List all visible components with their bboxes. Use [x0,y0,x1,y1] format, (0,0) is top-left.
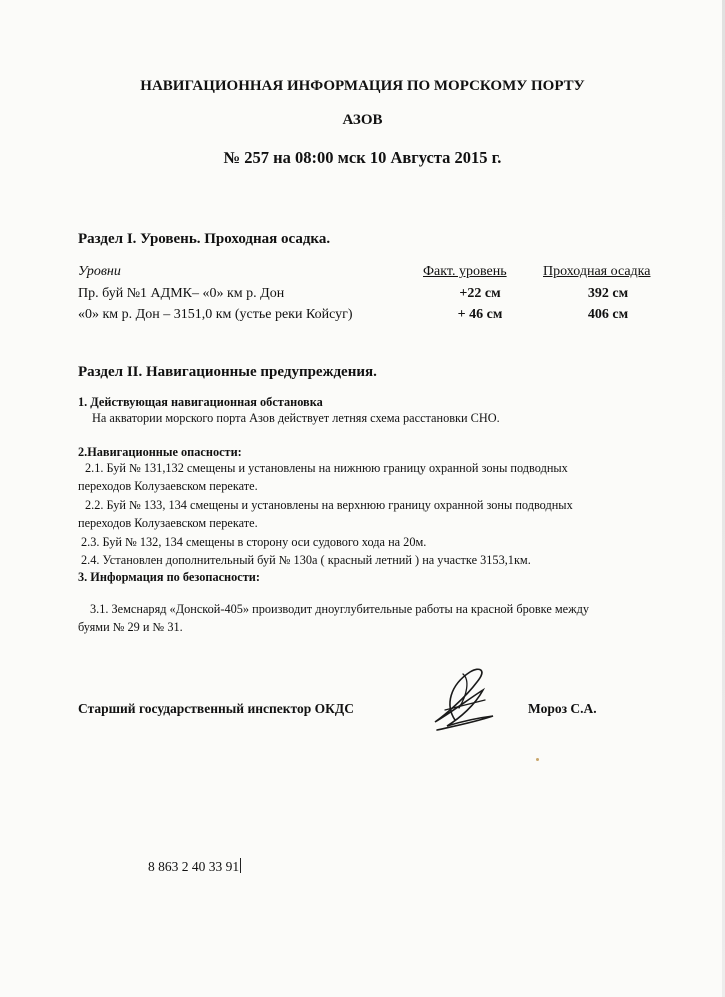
section2-title: Раздел II. Навигационные предупреждения. [78,364,377,380]
subsection-safety-title: 3. Информация по безопасности: [78,570,260,584]
doc-title-port: АЗОВ [342,112,383,128]
safety-item-3-1-line2: буями № 29 и № 31. [78,620,183,634]
signatory-position: Старший государственный инспектор ОКДС [78,701,354,716]
col-draft-header: Проходная осадка [543,264,651,279]
contact-phone [148,858,241,875]
paper-speck [536,758,539,761]
doc-title-line1: НАВИГАЦИОННАЯ ИНФОРМАЦИЯ ПО МОРСКОМУ ПОРТУ [140,78,585,94]
level-row-fact: + 46 см [457,307,503,322]
level-row-draft: 406 см [587,307,629,322]
hazard-item-2-1-line2: переходов Колузаевском перекате. [78,479,258,493]
section1-title: Раздел I. Уровень. Проходная осадка. [78,231,331,247]
hazard-item-2-2-line1: 2.2. Буй № 133, 134 смещены и установлены на верхнюю границу охранной зоны подводных [85,498,573,512]
level-row-draft: 392 см [587,286,629,301]
level-row-name: «0» км р. Дон – 3151,0 км (устье реки Койсуг) [78,307,353,322]
col-levels-header: Уровни [78,264,121,279]
col-fact-header: Факт. уровень [423,264,507,279]
doc-title-number-date: № 257 на 08:00 мск 10 Августа 2015 г. [223,148,502,167]
text-cursor [240,858,241,873]
hazard-item-2-1-line1: 2.1. Буй № 131,132 смещены и установлены на нижнюю границу охранной зоны подводных [85,461,568,475]
subsection-current-navigation-title: 1. Действующая навигационная обстановка [78,395,323,409]
contact-phone-text: 8 863 2 40 33 91 [148,859,240,874]
hazard-item-2-3: 2.3. Буй № 132, 134 смещены в сторону оси судового хода на 20м. [81,535,427,549]
level-row-name: Пр. буй №1 АДМК– «0» км р. Дон [78,286,285,301]
signatory-name: Мороз С.А. [528,701,597,716]
hazard-item-2-2-line2: переходов Колузаевском перекате. [78,516,258,530]
subsection-hazards-title: 2.Навигационные опасности: [78,445,242,459]
safety-item-3-1-line1: 3.1. Земснаряд «Донской-405» производит дноуглубительные работы на красной бровке между [90,602,590,616]
hazard-item-2-4: 2.4. Установлен дополнительный буй № 130а ( красный летний ) на участке 3153,1км. [81,553,531,567]
subsection-current-navigation-text: На акватории морского порта Азов действует летняя схема расстановки СНО. [92,411,500,425]
handwritten-signature [415,660,510,740]
level-row-fact: +22 см [459,286,501,301]
